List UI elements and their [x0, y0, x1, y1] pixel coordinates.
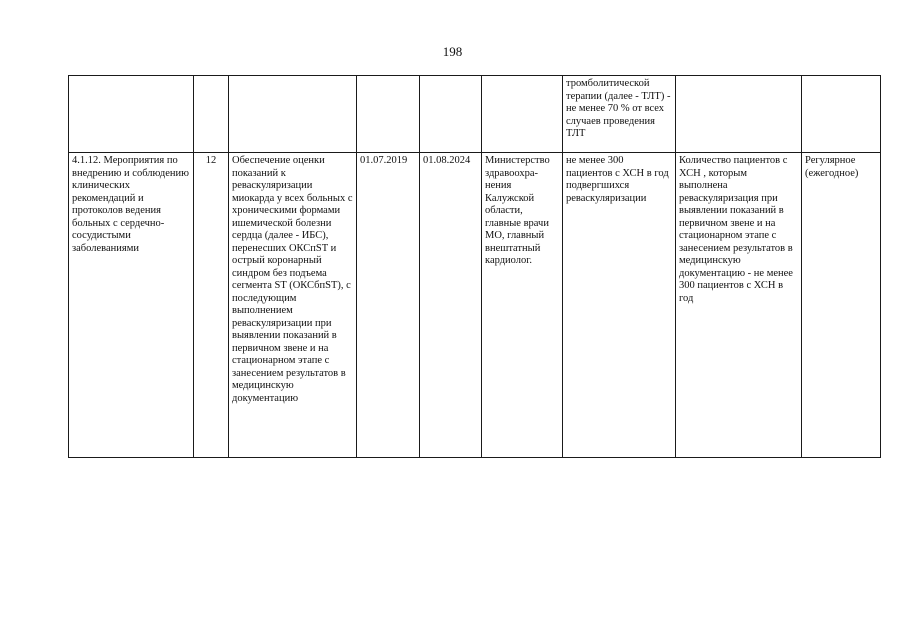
start-date-cell — [357, 76, 420, 153]
description-text: Обеспечение оценки показаний к реваскуляризации миокарда у всех больных с хроническими формами ишемической болезни сердца (далее - ИБС), перенесших ОКСпST и острый коронарный синдром без подъема сегмента ST (ОКСбпST), с последующим выполнением реваскуляризации при выявлении показаний в первичном звене и на стационарном этапе с занесением результатов в медицинскую документацию — [232, 155, 353, 404]
start-date-text: 01.07.2019 — [360, 155, 408, 166]
activities-table — [68, 75, 881, 458]
activity-text: 4.1.12. Мероприятия по внедрению и соблюдению клинических рекомендаций и протоколов ведения больных с сердечно-сосудистыми заболеваниями — [72, 155, 189, 254]
responsible-cell — [482, 76, 563, 153]
number-cell — [194, 76, 229, 153]
number-text: 12 — [205, 155, 217, 166]
indicator-cell — [676, 76, 802, 153]
responsible-text: Министерство здравоохра-нения Калужской области, главные врачи МО, главный внештатный кардиолог. — [485, 155, 550, 266]
end-date-cell — [420, 153, 482, 458]
target-value-cell — [563, 153, 676, 458]
target-value-text: не менее 300 пациентов с ХСН в год подвергшихся реваскуляризации — [566, 155, 669, 204]
target-value-text: тромболитической терапии (далее - ТЛТ) - не менее 70 % от всех случаев проведения ТЛТ — [566, 78, 671, 139]
table-row — [69, 153, 881, 458]
target-value-cell — [563, 76, 676, 153]
responsible-cell — [482, 153, 563, 458]
end-date-text: 01.08.2024 — [423, 155, 471, 166]
frequency-cell — [802, 153, 881, 458]
table-row-continued — [69, 76, 881, 153]
page-number: 198 — [442, 44, 463, 59]
indicator-cell — [676, 153, 802, 458]
activity-cell — [69, 153, 194, 458]
activity-cell — [69, 76, 194, 153]
frequency-cell — [802, 76, 881, 153]
number-cell — [194, 153, 229, 458]
start-date-cell — [357, 153, 420, 458]
end-date-cell — [420, 76, 482, 153]
description-cell — [229, 76, 357, 153]
description-cell — [229, 153, 357, 458]
frequency-text: Регулярное (ежегодное) — [805, 155, 859, 179]
indicator-text: Количество пациентов с ХСН , которым выполнена реваскуляризация при выявлении показаний в первичном звене и на стационарном этапе с занесением результатов в медицинскую документацию - не менее 300 пациентов с ХСН в год — [679, 155, 793, 304]
